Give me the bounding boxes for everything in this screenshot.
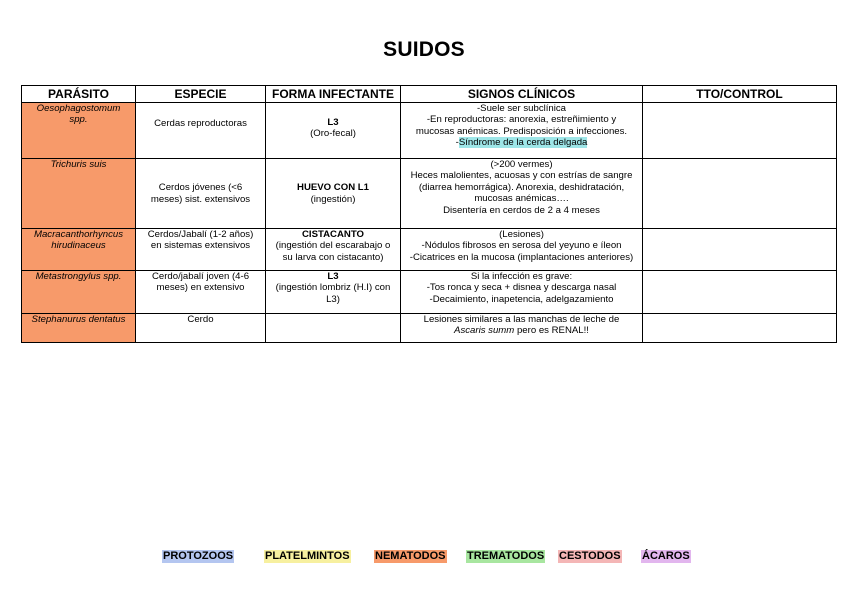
cell-control (643, 314, 837, 343)
signs-line (403, 137, 640, 148)
cell-parasite (22, 229, 136, 271)
cell-signs (401, 229, 643, 271)
species-line: meses) sist. extensivos (150, 193, 251, 205)
cell-species (136, 103, 266, 159)
cell-signs (401, 103, 643, 159)
species-line: Cerdo/jabalí joven (4-6 (151, 271, 250, 282)
form-line: L3) (326, 293, 340, 305)
table-header-row (22, 86, 837, 103)
form-line: su larva con cistacanto) (282, 251, 384, 263)
signs-prefix: - (455, 137, 459, 149)
legend-platelmintos: PLATELMINTOS (265, 550, 350, 562)
table-row (22, 271, 837, 314)
signs-line: (>200 vermes) (490, 159, 553, 170)
legend-nematodos: NEMATODOS (375, 550, 446, 562)
species-line: Cerdo (187, 314, 214, 325)
form-title: CISTACANTO (301, 229, 364, 240)
cell-control (643, 103, 837, 159)
legend-cestodos: CESTODOS (559, 550, 621, 562)
signs-line: -Cicatrices en la mucosa (implantaciones anteriores) (409, 251, 634, 263)
form-line: (ingestión) (310, 193, 356, 205)
parasite-line: Metastrongylus spp. (35, 271, 122, 282)
page-title: SUIDOS (383, 38, 465, 61)
signs-line: (diarrea hemorrágica). Anorexia, deshidratación, (418, 181, 625, 193)
species-line: Cerdos/Jabalí (1-2 años) (147, 229, 254, 240)
parasite-table (21, 85, 837, 343)
parasite-line: Macracanthorhyncus (33, 229, 124, 240)
parasite-line: Stephanurus dentatus (31, 314, 126, 325)
species-line: meses) en extensivo (156, 282, 245, 294)
cell-species (136, 271, 266, 314)
color-legend (0, 550, 848, 564)
cell-control (643, 229, 837, 271)
cell-control (643, 159, 837, 229)
parasite-line: Oesophagostomum (36, 103, 121, 114)
form-line: (Oro-fecal) (310, 128, 356, 140)
cell-parasite (22, 271, 136, 314)
signs-line: Si la infección es grave: (470, 271, 573, 282)
table-row (22, 159, 837, 229)
header-parasito: PARÁSITO (22, 86, 136, 103)
form-line: (ingestión lombriz (H.I) con (275, 282, 391, 294)
cell-form (266, 271, 401, 314)
signs-italic: Ascaris summ (454, 325, 515, 337)
cell-species (136, 159, 266, 229)
table-row (22, 103, 837, 159)
form-title: HUEVO CON L1 (297, 182, 369, 194)
cell-species (136, 314, 266, 343)
cell-species (136, 229, 266, 271)
signs-line: -En reproductoras: anorexia, estreñimiento y (426, 114, 617, 126)
species-line: en sistemas extensivos (150, 240, 251, 252)
signs-tail: pero es RENAL!! (514, 325, 589, 337)
signs-line: -Suele ser subclínica (476, 103, 567, 114)
signs-line: -Tos ronca y seca + disnea y descarga nasal (426, 282, 617, 294)
parasite-line: hirudinaceus (51, 240, 106, 252)
signs-line: (Lesiones) (499, 229, 544, 240)
signs-line: -Nódulos fibrosos en serosa del yeyuno e íleon (421, 240, 622, 252)
cell-signs (401, 271, 643, 314)
header-especie: ESPECIE (136, 86, 266, 103)
header-signos-clinicos: SIGNOS CLÍNICOS (401, 86, 643, 103)
cell-signs (401, 314, 643, 343)
cell-control (643, 271, 837, 314)
legend-protozoos: PROTOZOOS (163, 550, 234, 562)
legend-acaros: ÁCAROS (642, 550, 690, 562)
signs-line: -Decaimiento, inapetencia, adelgazamiento (429, 293, 614, 305)
form-title: L3 (327, 271, 339, 282)
cell-parasite (22, 103, 136, 159)
form-line: (ingestión del escarabajo o (275, 240, 391, 252)
parasite-line: Trichuris suis (50, 159, 107, 170)
species-line: Cerdos jóvenes (<6 (158, 182, 243, 194)
cell-form (266, 314, 401, 343)
form-title: L3 (327, 117, 339, 128)
signs-highlight: Síndrome de la cerda delgada (458, 137, 588, 149)
cell-form (266, 229, 401, 271)
header-forma-infectante: FORMA INFECTANTE (266, 86, 401, 103)
table-row (22, 314, 837, 343)
signs-line: mucosas anémicas. Predisposición a infecciones. (415, 125, 628, 137)
cell-parasite (22, 159, 136, 229)
signs-line: Disentería en cerdos de 2 a 4 meses (443, 204, 600, 216)
signs-line (403, 325, 640, 336)
cell-signs (401, 159, 643, 229)
header-tto-control: TTO/CONTROL (643, 86, 837, 103)
cell-parasite (22, 314, 136, 343)
parasite-line: spp. (69, 114, 88, 126)
species-line: Cerdas reproductoras (154, 117, 247, 129)
cell-form (266, 159, 401, 229)
legend-trematodos: TREMATODOS (467, 550, 545, 562)
table-row (22, 229, 837, 271)
signs-line: Lesiones similares a las manchas de leche de (423, 314, 620, 325)
cell-form (266, 103, 401, 159)
signs-line: Heces malolientes, acuosas y con estrías de sangre (410, 170, 633, 182)
signs-line: mucosas anémicas…. (474, 193, 569, 205)
